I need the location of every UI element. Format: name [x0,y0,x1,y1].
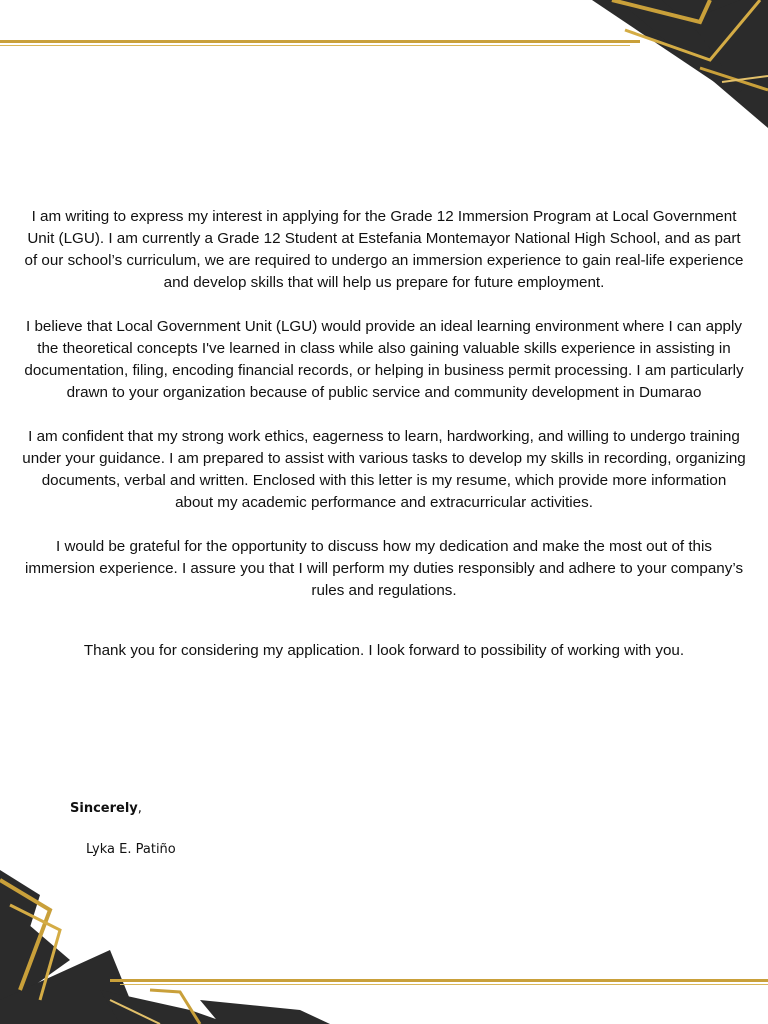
paragraph-thanks: Thank you for considering my application. I look forward to possibility of working with you. [83,642,685,659]
bottom-gold-line-thin [120,984,768,985]
bottom-gold-line [110,979,768,982]
signer-name: Lyka E. Patiño [86,842,176,857]
top-gold-line-thin [0,45,630,46]
closing-word: Sincerely [70,801,138,816]
letter-body [22,206,746,684]
paragraph-3: I am confident that my strong work ethics, eagerness to learn, hardworking, and willing to undergo training under your guidance. I am prepared to assist with various tasks to develop my skills in recording, organizing documents, verbal and written. Enclosed with this letter is my resume, which provide more information about my academic performance and extracurricular activities. [22,428,746,511]
paragraph-1: I am writing to express my interest in applying for the Grade 12 Immersion Program at Local Government Unit (LGU). I am currently a Grade 12 Student at Estefania Montemayor National High School, and as part of our school’s curriculum, we are required to undergo an immersion experience to gain real-life experience and develop skills that will help us prepare for future employment. [24,208,744,291]
paragraph-4: I would be grateful for the opportunity to discuss how my dedication and make the most out of this immersion experience. I assure you that I will perform my duties responsibly and adhere to your company’s rules and regulations. [24,538,744,599]
closing [70,801,142,816]
closing-punctuation: , [137,801,142,816]
top-gold-line [0,40,640,43]
bottom-left-ornament [0,870,330,1024]
paragraph-2: I believe that Local Government Unit (LGU) would provide an ideal learning environment where I can apply the theoretical concepts I've learned in class while also gaining valuable skills experience in assisting in documentation, filing, encoding financial records, or helping in business permit processing. I am particularly drawn to your organization because of public service and community development in Dumarao [24,318,744,401]
top-right-ornament [592,0,768,128]
